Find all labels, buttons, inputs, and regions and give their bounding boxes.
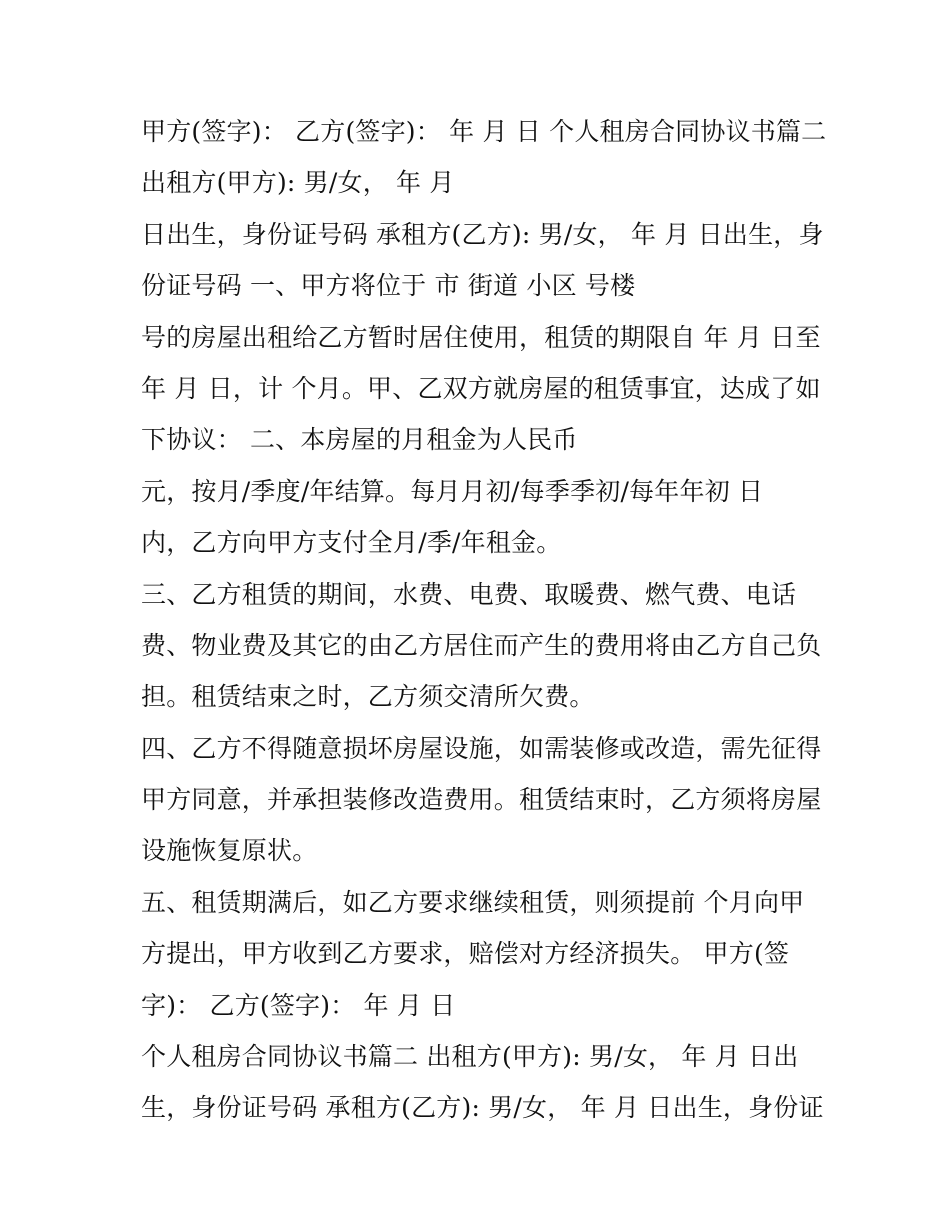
text-line-12: 担。租赁结束之时，乙方须交清所欠费。: [141, 682, 595, 712]
text-line-13: 四、乙方不得随意损坏房屋设施，如需装修或改造，需先征得: [141, 733, 822, 763]
text-line-8: 元，按月/季度/年结算。每月月初/每季季初/每年年初 日: [141, 476, 764, 506]
text-line-20: 生，身份证号码 承租方(乙方): 男/女， 年 月 日出生，身份证: [141, 1093, 824, 1123]
text-line-14: 甲方同意，并承担装修改造费用。租赁结束时，乙方须将房屋: [141, 785, 822, 815]
text-line-10: 三、乙方租赁的期间，水费、电费、取暖费、燃气费、电话: [141, 579, 797, 609]
text-line-11: 费、物业费及其它的由乙方居住而产生的费用将由乙方自己负: [141, 630, 822, 660]
text-line-16: 五、租赁期满后，如乙方要求继续租赁，则须提前 个月向甲: [141, 887, 805, 917]
contract-text: [141, 106, 841, 1134]
text-line-5: 号的房屋出租给乙方暂时居住使用，租赁的期限自 年 月 日至: [141, 322, 821, 352]
text-line-3: 日出生，身份证号码 承租方(乙方): 男/女， 年 月 日出生，身: [141, 219, 824, 249]
text-line-7: 下协议： 二、本房屋的月租金为人民币: [141, 425, 578, 455]
text-line-6: 年 月 日，计 个月。甲、乙双方就房屋的租赁事宜，达成了如: [141, 373, 821, 403]
text-line-18: 字)： 乙方(签字)： 年 月 日: [141, 990, 456, 1020]
text-line-1: 甲方(签字)： 乙方(签字)： 年 月 日 个人租房合同协议书篇二: [141, 117, 827, 146]
text-line-2: 出租方(甲方): 男/女， 年 月: [141, 168, 455, 198]
text-line-9: 内，乙方向甲方支付全月/季/年租金。: [141, 528, 562, 558]
text-line-17: 方提出，甲方收到乙方要求，赔偿对方经济损失。 甲方(签: [141, 939, 790, 969]
text-line-4: 份证号码 一、甲方将位于 市 街道 小区 号楼: [141, 271, 636, 301]
text-line-19: 个人租房合同协议书篇二 出租方(甲方): 男/女， 年 月 日出: [141, 1042, 799, 1072]
text-line-15: 设施恢复原状。: [141, 836, 318, 866]
